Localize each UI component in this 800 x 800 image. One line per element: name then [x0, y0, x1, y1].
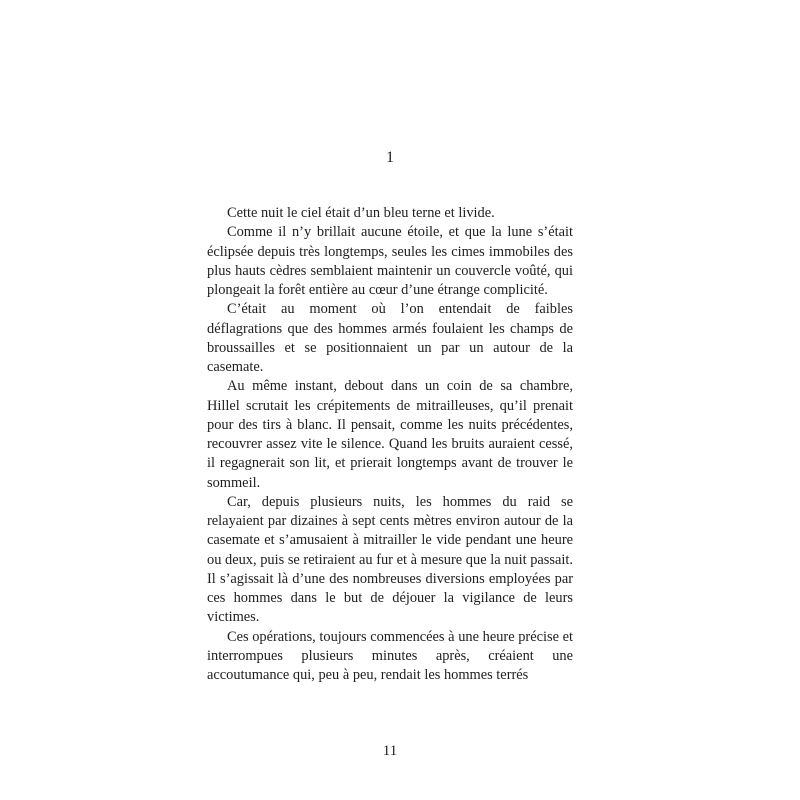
paragraph-2: Comme il n’y brillait aucune étoile, et que la lune s’était éclipsée depuis très longtemps, seules les cimes immobiles des plus hauts cèdres semblaient maintenir un couvercle voûté, qui plongeait la forêt entière au cœur d’une étrange complicité. [207, 224, 573, 298]
chapter-number: 1 [386, 149, 394, 166]
paragraph-5: Car, depuis plusieurs nuits, les hommes du raid se relayaient par dizaines à sept cents mètres environ autour de la casemate et s’amusaient à mitrailler le vide pendant une heure ou deux, puis se retiraient au fur et à mesure que la nuit passait. Il s’agissait là d’une des nombreuses diversions employées par ces hommes dans le but de déjouer la vigilance de leurs victimes. [207, 493, 573, 626]
body-text [207, 204, 573, 685]
paragraph-6: Ces opérations, toujours commencées à une heure précise et interrompues plusieurs minutes après, créaient une accoutumance qui, peu à peu, rendait les hommes terrés [207, 628, 573, 683]
paragraph-3: C’était au moment où l’on entendait de faibles déflagrations que des hommes armés foulaient les champs de broussailles et se positionnaient un par un autour de la casemate. [207, 301, 573, 375]
paragraph-1: Cette nuit le ciel était d’un bleu terne et livide. [227, 205, 495, 221]
page-number: 11 [382, 743, 398, 759]
paragraph-4: Au même instant, debout dans un coin de sa chambre, Hillel scrutait les crépitements de mitrailleuses, qu’il prenait pour des tirs à blanc. Il pensait, comme les nuits précédentes, recouvrer assez vite le silence. Quand les bruits auraient cessé, il regagnerait son lit, et prierait longtemps avant de trouver le sommeil. [207, 378, 573, 491]
